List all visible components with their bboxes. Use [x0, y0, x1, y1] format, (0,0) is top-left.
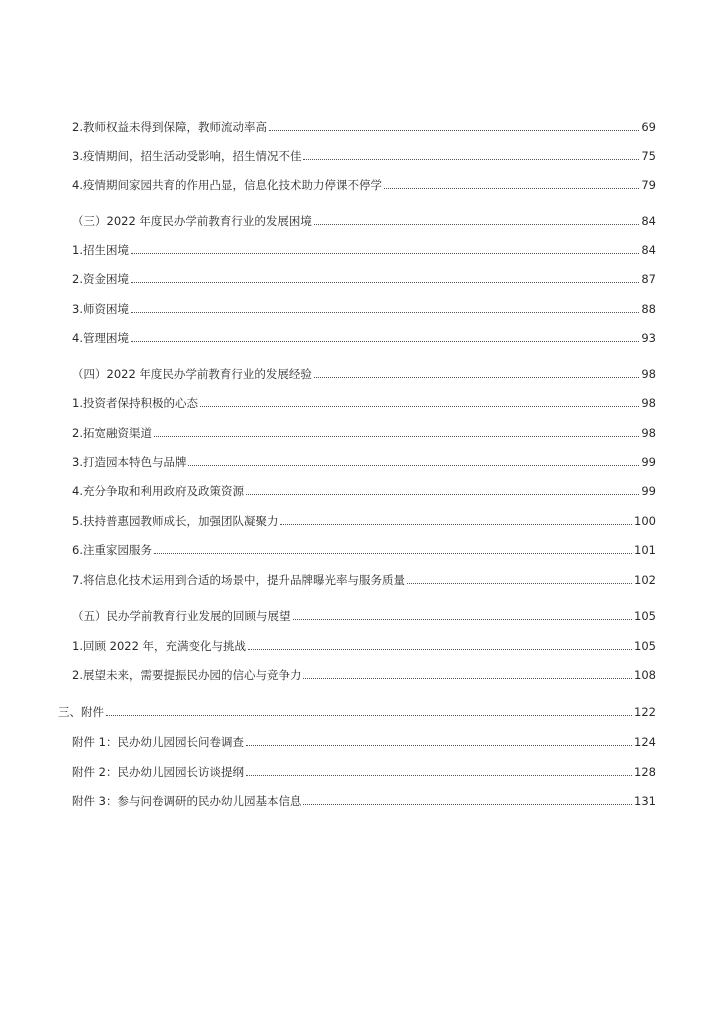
toc-entry-page: 122 — [634, 705, 656, 719]
toc-entry-page: 124 — [634, 735, 656, 749]
toc-entry[interactable] — [72, 569, 656, 587]
toc-entry-page: 102 — [634, 573, 656, 587]
toc-entry-title: 5.扶持普惠园教师成长，加强团队凝聚力 — [72, 514, 279, 528]
toc-entry-title: 附件 2：民办幼儿园园长访谈提纲 — [72, 765, 244, 779]
toc-dot-leader — [248, 649, 632, 650]
toc-entry[interactable] — [72, 790, 656, 808]
toc-entry-page: 84 — [641, 243, 656, 257]
toc-dot-leader — [246, 494, 639, 495]
toc-chapter-entry[interactable] — [58, 701, 656, 719]
toc-dot-leader — [314, 377, 639, 378]
toc-dot-leader — [303, 159, 639, 160]
toc-entry[interactable] — [72, 480, 656, 498]
toc-entry-title: 3.师资困境 — [72, 302, 129, 316]
toc-dot-leader — [293, 619, 633, 620]
toc-entry[interactable] — [72, 731, 656, 749]
toc-entry-title: 3.疫情期间，招生活动受影响，招生情况不佳 — [72, 149, 302, 163]
toc-entry-title: 附件 1：民办幼儿园园长问卷调查 — [72, 735, 244, 749]
toc-entry-page: 98 — [641, 426, 656, 440]
toc-entry-title: 2.教师权益未得到保障，教师流动率高 — [72, 120, 267, 134]
toc-entry-page: 79 — [641, 178, 656, 192]
toc-entry[interactable] — [72, 761, 656, 779]
toc-entry-page: 87 — [641, 272, 656, 286]
toc-dot-leader — [314, 224, 639, 225]
toc-entry-title: （四）2022 年度民办学前教育行业的发展经验 — [72, 367, 312, 381]
toc-entry[interactable] — [72, 145, 656, 163]
toc-dot-leader — [131, 282, 639, 283]
toc-section-entry[interactable] — [72, 210, 656, 228]
toc-entry-page: 75 — [641, 149, 656, 163]
toc-entry-page: 84 — [641, 214, 656, 228]
toc-section-entry[interactable] — [72, 605, 656, 623]
toc-entry[interactable] — [72, 174, 656, 192]
toc-section-entry[interactable] — [72, 363, 656, 381]
toc-entry[interactable] — [72, 422, 656, 440]
toc-entry[interactable] — [72, 510, 656, 528]
toc-entry[interactable] — [72, 327, 656, 345]
toc-entry-title: 附件 3：参与问卷调研的民办幼儿园基本信息 — [72, 794, 302, 808]
toc-entry-title: （三）2022 年度民办学前教育行业的发展困境 — [72, 214, 312, 228]
toc-entry-title: 4.充分争取和利用政府及政策资源 — [72, 484, 244, 498]
toc-entry-title: （五）民办学前教育行业发展的回顾与展望 — [72, 609, 291, 623]
toc-entry-page: 100 — [634, 514, 656, 528]
toc-dot-leader — [303, 678, 632, 679]
toc-entry[interactable] — [72, 298, 656, 316]
toc-entry-page: 88 — [641, 302, 656, 316]
toc-entry-title: 1.投资者保持积极的心态 — [72, 396, 198, 410]
toc-entry-page: 101 — [634, 543, 656, 557]
toc-entry[interactable] — [72, 392, 656, 410]
toc-entry[interactable] — [72, 539, 656, 557]
toc-entry-title: 1.回顾 2022 年，充满变化与挑战 — [72, 639, 247, 653]
toc-dot-leader — [188, 465, 639, 466]
toc-entry[interactable] — [72, 239, 656, 257]
toc-dot-leader — [154, 436, 639, 437]
toc-entry-title: 3.打造园本特色与品牌 — [72, 455, 187, 469]
toc-entry[interactable] — [72, 664, 656, 682]
toc-entry-title: 4.管理困境 — [72, 331, 129, 345]
toc-dot-leader — [246, 775, 632, 776]
toc-entry-title: 4.疫情期间家园共育的作用凸显，信息化技术助力停课不停学 — [72, 178, 382, 192]
toc-entry-page: 105 — [634, 639, 656, 653]
toc-dot-leader — [131, 253, 639, 254]
toc-dot-leader — [131, 312, 639, 313]
toc-entry-title: 2.资金困境 — [72, 272, 129, 286]
toc-dot-leader — [154, 553, 632, 554]
toc-entry-page: 128 — [634, 765, 656, 779]
toc-entry-page: 99 — [641, 455, 656, 469]
toc-dot-leader — [407, 583, 632, 584]
toc-entry-page: 98 — [641, 367, 656, 381]
toc-entry-page: 69 — [641, 120, 656, 134]
toc-entry-title: 6.注重家园服务 — [72, 543, 152, 557]
toc-entry-page: 105 — [634, 609, 656, 623]
toc-entry[interactable] — [72, 635, 656, 653]
toc-dot-leader — [106, 715, 632, 716]
toc-dot-leader — [384, 188, 639, 189]
toc-entry-page: 93 — [641, 331, 656, 345]
toc-entry-title: 1.招生困境 — [72, 243, 129, 257]
toc-entry-title: 2.展望未来，需要提振民办园的信心与竞争力 — [72, 668, 302, 682]
toc-entry-title: 2.拓宽融资渠道 — [72, 426, 152, 440]
toc-entry-page: 99 — [641, 484, 656, 498]
toc-dot-leader — [131, 341, 639, 342]
toc-entry-title: 7.将信息化技术运用到合适的场景中，提升品牌曝光率与服务质量 — [72, 573, 405, 587]
toc-entry-title: 三、附件 — [58, 705, 104, 719]
toc-entry-page: 131 — [634, 794, 656, 808]
toc-dot-leader — [269, 130, 639, 131]
toc-dot-leader — [200, 406, 639, 407]
toc-dot-leader — [303, 804, 632, 805]
toc-dot-leader — [280, 524, 632, 525]
toc-entry-page: 108 — [634, 668, 656, 682]
toc-entry[interactable] — [72, 451, 656, 469]
toc-entry-page: 98 — [641, 396, 656, 410]
toc-dot-leader — [246, 745, 632, 746]
toc-entry[interactable] — [72, 268, 656, 286]
toc-entry[interactable] — [72, 116, 656, 134]
